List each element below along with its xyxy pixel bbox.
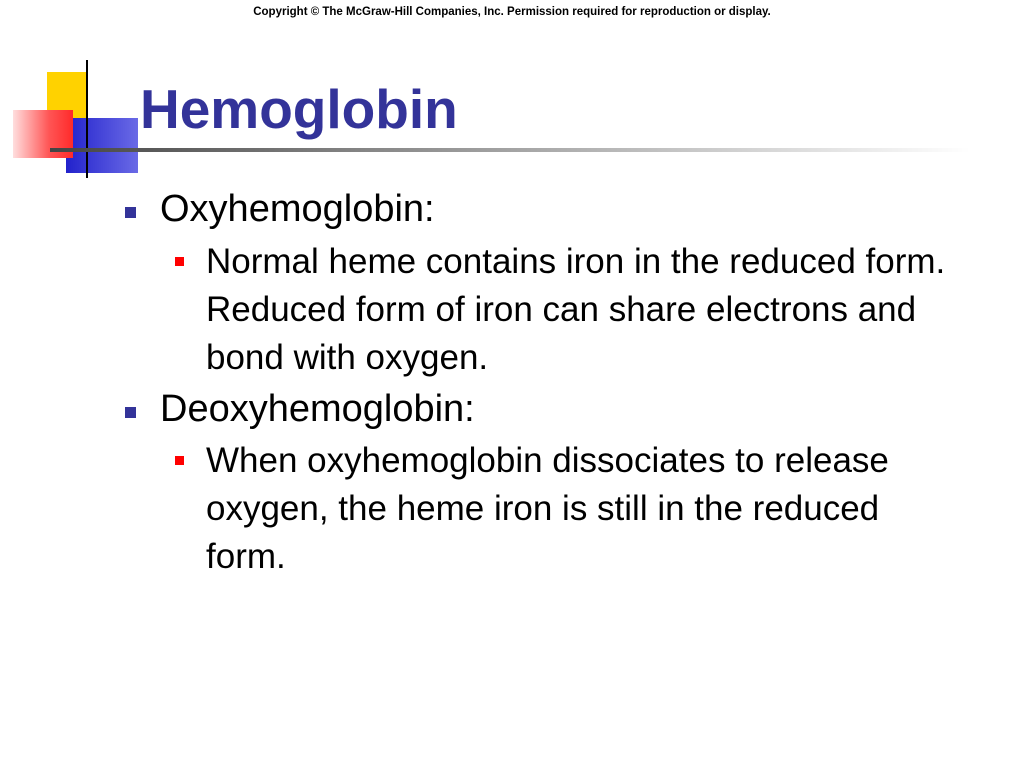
square-bullet-icon — [125, 407, 136, 418]
sub-bullet-text: Normal heme contains iron in the reduced form. Reduced form of iron can share electrons and bond with oxygen. — [206, 241, 946, 377]
sub-bullet-deoxyhemoglobin — [170, 437, 966, 581]
sub-bullet-text: When oxyhemoglobin dissociates to release oxygen, the heme iron is still in the reduced form. — [206, 441, 889, 577]
sub-bullet-oxyhemoglobin — [170, 238, 966, 382]
square-bullet-icon — [175, 456, 184, 465]
title-underline — [50, 148, 970, 152]
bullet-heading: Oxyhemoglobin: — [160, 188, 435, 230]
bullet-item-deoxyhemoglobin — [124, 388, 1004, 432]
square-bullet-icon — [175, 257, 184, 266]
bullet-item-oxyhemoglobin — [124, 188, 1004, 232]
overlapping-squares-logo — [0, 0, 160, 190]
logo-blue-square — [66, 118, 138, 173]
square-bullet-icon — [125, 207, 136, 218]
bullet-heading: Deoxyhemoglobin: — [160, 387, 475, 430]
copyright-notice: Copyright © The McGraw-Hill Companies, Inc. Permission required for reproduction or display. — [253, 6, 771, 18]
slide-title: Hemoglobin — [140, 78, 458, 140]
slide-content — [124, 188, 1004, 587]
